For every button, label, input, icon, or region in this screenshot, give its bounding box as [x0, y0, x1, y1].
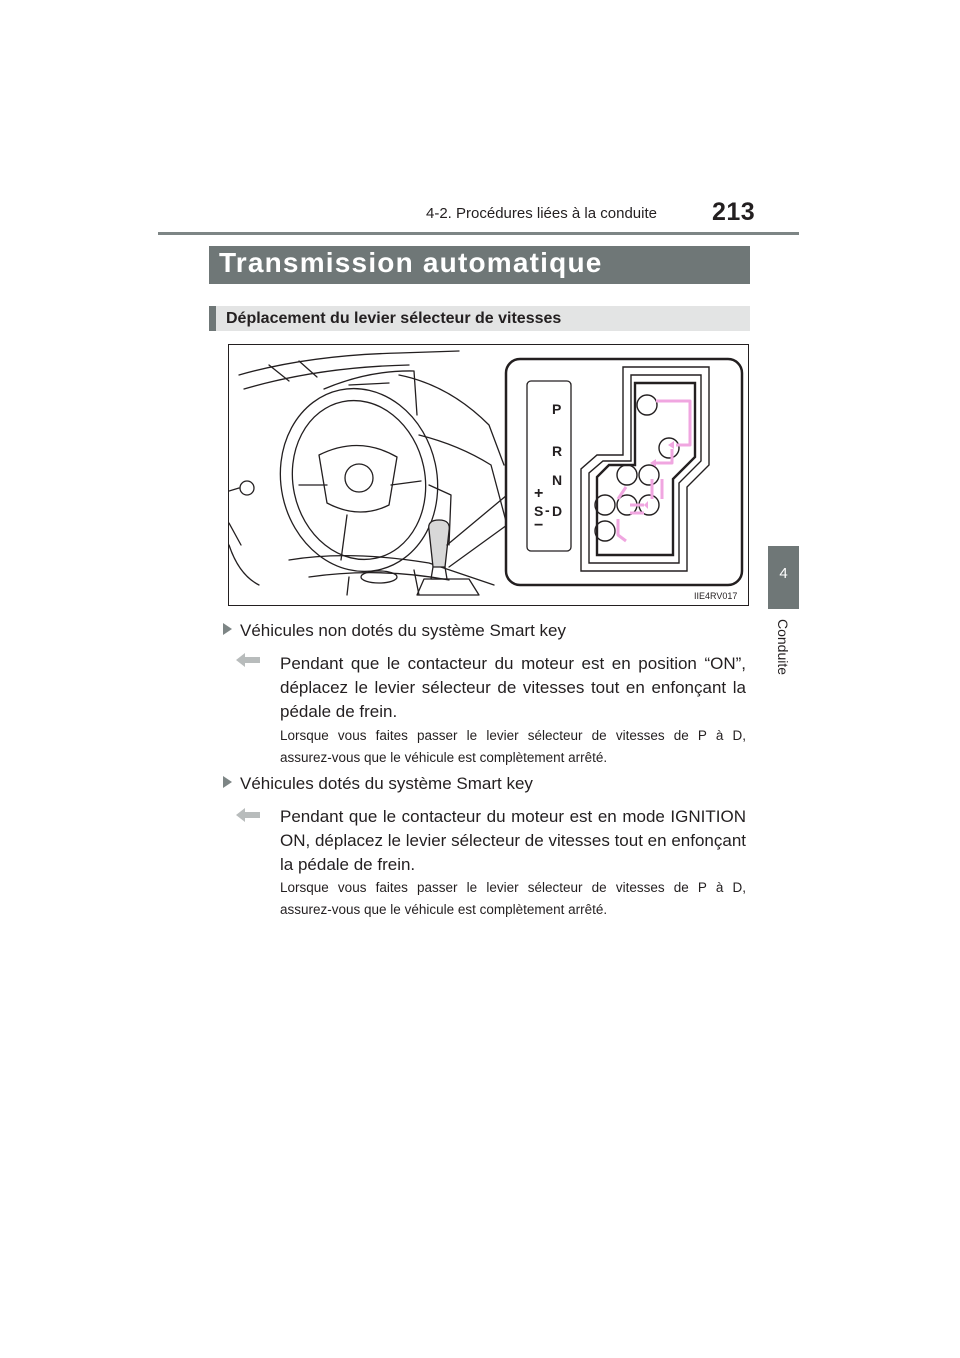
instruction-2: [280, 805, 746, 877]
condition-heading-2: [223, 774, 533, 794]
condition-text-2: Véhicules dotés du système Smart key: [240, 774, 533, 793]
gear-label-plus: +: [534, 485, 544, 502]
page-title: Transmission automatique: [219, 247, 603, 278]
instruction-1: [280, 652, 746, 724]
triangle-bullet-icon: [223, 776, 232, 788]
note-2: [280, 877, 746, 921]
header-section-title: 4-2. Procédures liées à la conduite: [426, 205, 657, 222]
condition-heading-1: [223, 621, 566, 641]
instruction-1-line-2: déplacez le levier sélecteur de vitesses tout en enfonçant la: [280, 678, 746, 697]
instruction-2-line-2: ON, déplacez le levier sélecteur de vitesses tout en enfonçant: [280, 831, 746, 850]
gear-label-n: N: [552, 472, 563, 488]
shift-path-arrows: [506, 359, 742, 585]
triangle-bullet-icon: [223, 623, 232, 635]
instruction-1-line-1: Pendant que le contacteur du moteur est en position “ON”,: [280, 654, 746, 673]
gear-label-s: S: [534, 503, 544, 519]
left-arrow-icon: [236, 808, 260, 822]
subheading-accent-bar: [209, 306, 216, 331]
shift-lever-illustration: [228, 344, 749, 606]
chapter-number: 4: [779, 565, 788, 582]
instruction-2-line-3: la pédale de frein.: [280, 855, 416, 874]
note-2-line-1: Lorsque vous faites passer le levier sélecteur de vitesses de P à D,: [280, 880, 746, 895]
left-arrow-icon: [236, 653, 260, 667]
gear-label-minus: −: [534, 517, 544, 534]
subheading: Déplacement du levier sélecteur de vitesses: [226, 310, 562, 327]
gear-label-d: D: [552, 503, 563, 519]
condition-text-1: Véhicules non dotés du système Smart key: [240, 621, 566, 640]
instruction-1-line-3: pédale de frein.: [280, 702, 398, 721]
page-number: 213: [712, 198, 756, 226]
header-divider: [158, 232, 799, 235]
note-1: [280, 725, 746, 769]
instruction-2-line-1: Pendant que le contacteur du moteur est en mode IGNITION: [280, 807, 746, 826]
note-2-line-2: assurez-vous que le véhicule est complètement arrêté.: [280, 902, 608, 917]
gear-label-dash: -: [545, 502, 550, 518]
gear-label-r: R: [552, 443, 563, 459]
figure-code: IIE4RV017: [694, 591, 738, 601]
note-1-line-2: assurez-vous que le véhicule est complètement arrêté.: [280, 750, 608, 765]
chapter-label: Conduite: [775, 619, 791, 676]
note-1-line-1: Lorsque vous faites passer le levier sélecteur de vitesses de P à D,: [280, 728, 746, 743]
gear-label-p: P: [552, 401, 562, 417]
